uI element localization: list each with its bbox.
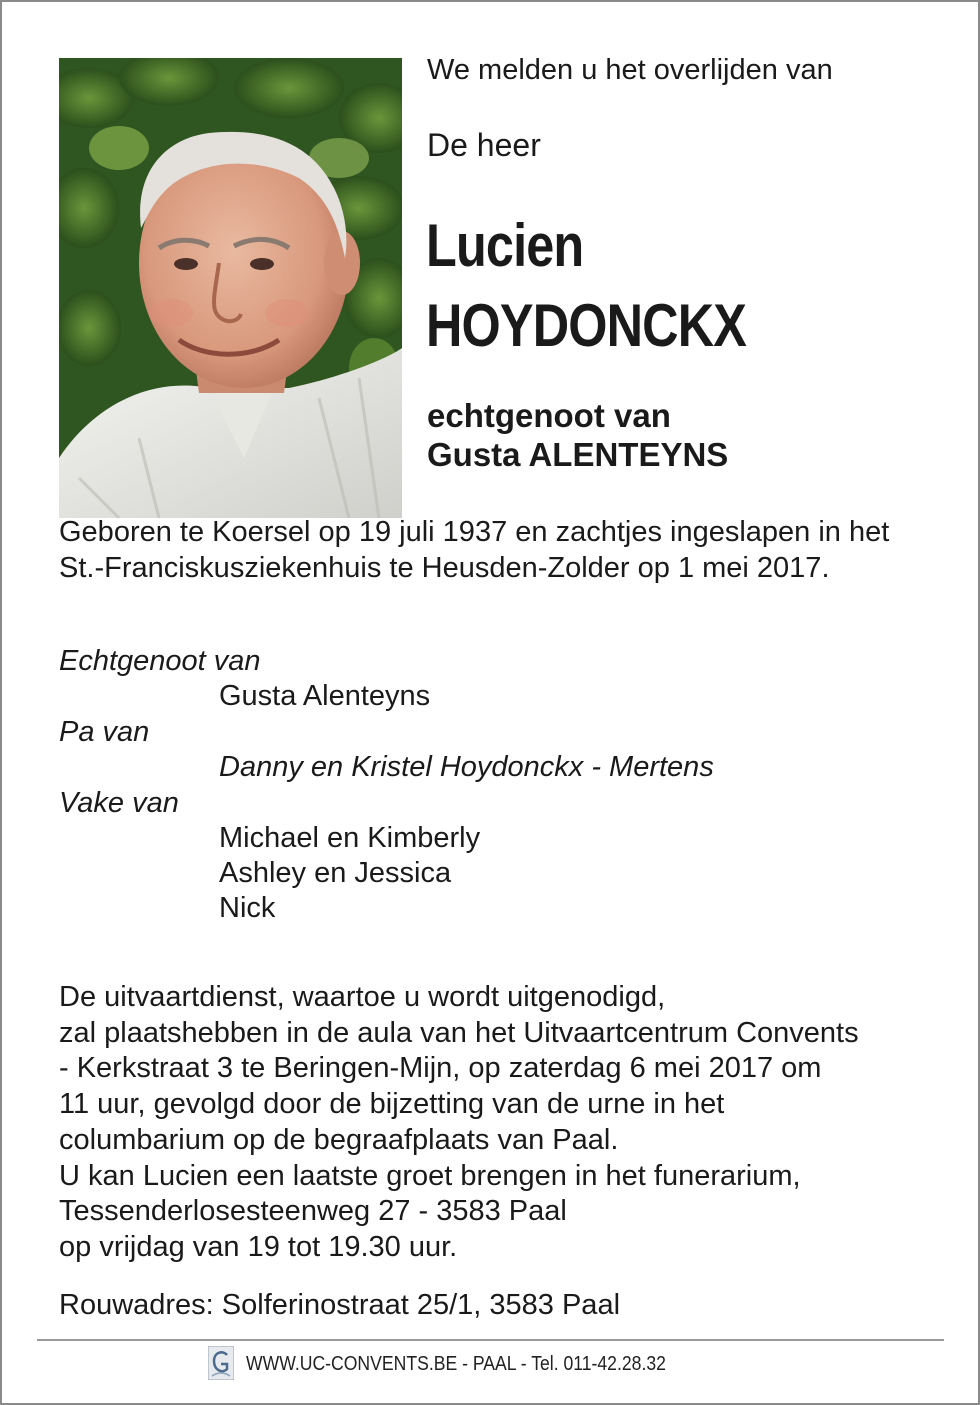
relation-label: Vake van xyxy=(59,787,179,819)
service-line: - Kerkstraat 3 te Beringen-Mijn, op zaterdag 6 mei 2017 om xyxy=(59,1052,822,1085)
footer-divider xyxy=(37,1339,944,1341)
service-line: columbarium op de begraafplaats van Paal. xyxy=(59,1123,619,1156)
service-line: op vrijdag van 19 tot 19.30 uur. xyxy=(59,1230,458,1263)
salutation: De heer xyxy=(427,127,541,163)
mourning-address: Rouwadres: Solferinostraat 25/1, 3583 Paal xyxy=(59,1289,621,1321)
portrait-photo xyxy=(59,58,402,518)
birth-text: Geboren te Koersel op 19 juli 1937 en zachtjes ingeslapen in het St.-Franciskusziekenhuis te Heusden-Zolder op 1 mei 2017. xyxy=(59,516,890,584)
relation-label: Pa van xyxy=(59,716,150,748)
footer-contact: WWW.UC-CONVENTS.BE - PAAL - Tel. 011-42.28.32 xyxy=(246,1353,666,1375)
spouse-name: Gusta ALENTEYNS xyxy=(427,436,729,473)
last-name: HOYDONCKX xyxy=(426,292,747,359)
relation-name: Danny en Kristel Hoydonckx - Mertens xyxy=(219,751,714,783)
service-line: zal plaatshebben in de aula van het Uitvaartcentrum Convents xyxy=(59,1016,859,1049)
spouse-prefix: echtgenoot van xyxy=(427,397,671,434)
relation-name: Gusta Alenteyns xyxy=(219,680,431,712)
deceased-name xyxy=(426,206,746,366)
relation-name: Nick xyxy=(219,892,276,924)
convents-logo-icon xyxy=(208,1346,234,1380)
service-line: U kan Lucien een laatste groet brengen in het funerarium, xyxy=(59,1159,801,1192)
spouse-block xyxy=(427,396,728,474)
relation-name: Ashley en Jessica xyxy=(219,857,452,889)
service-line: Tessenderlosesteenweg 27 - 3583 Paal xyxy=(59,1195,567,1228)
intro-text: We melden u het overlijden van xyxy=(427,54,833,86)
service-line: De uitvaartdienst, waartoe u wordt uitgenodigd, xyxy=(59,981,666,1013)
service-text xyxy=(59,980,939,1266)
relation-label: Echtgenoot van xyxy=(59,645,261,677)
first-name: Lucien xyxy=(426,212,584,279)
relation-name: Michael en Kimberly xyxy=(219,822,481,854)
service-line: 11 uur, gevolgd door de bijzetting van de urne in het xyxy=(59,1088,725,1121)
